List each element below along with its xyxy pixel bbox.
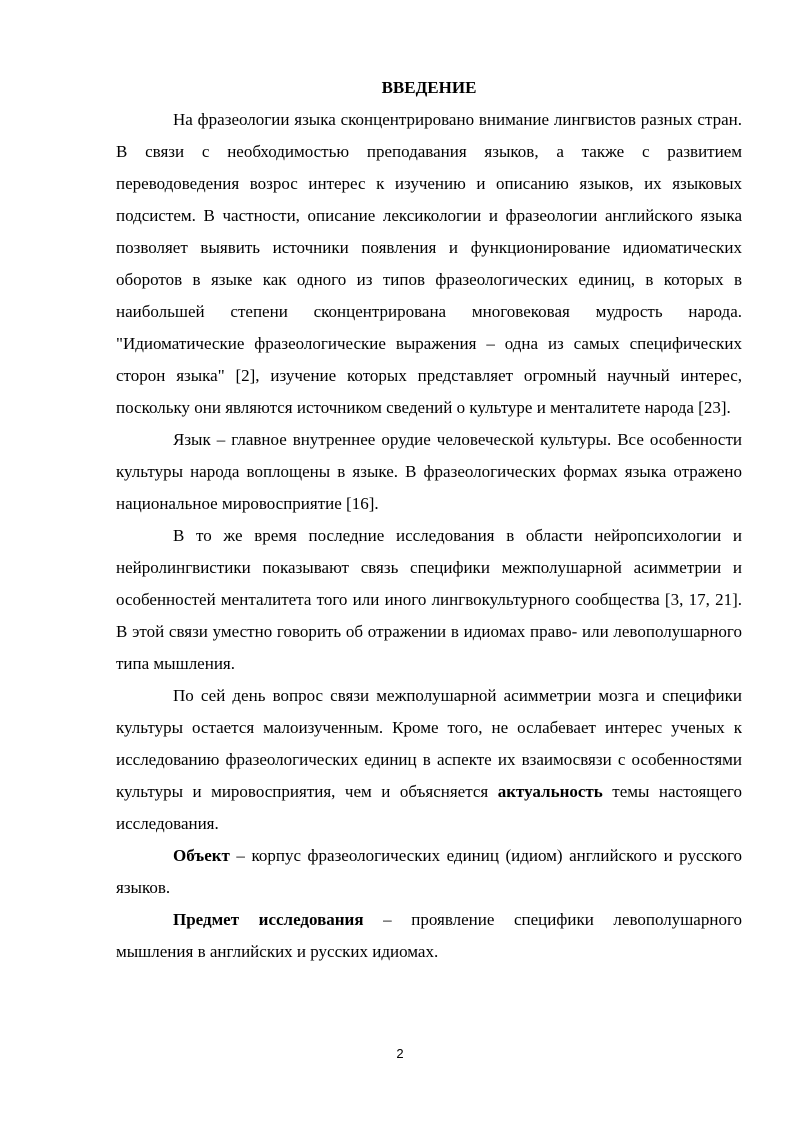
paragraph-6-text: – проявление специфики левополушарного мышления в английских и русских идиомах. (116, 910, 742, 961)
paragraph-4-text: По сей день вопрос связи межполушарной асимметрии мозга и специфики культуры остается малоизученным. Кроме того, не ослабевает интерес ученых к исследованию фразеологических единиц в аспекте их взаимосвязи с особенностями культуры и мировосприятия, чем и объясняется (116, 686, 742, 801)
paragraph-2: Язык – главное внутреннее орудие человеческой культуры. Все особенности культуры народа воплощены в языке. В фразеологических формах языка отражено национальное мировосприятие [16]. (116, 430, 742, 513)
term-subject: Предмет исследования (173, 910, 364, 929)
term-actuality: актуальность (497, 782, 603, 801)
page-number: 2 (396, 1046, 404, 1061)
paragraph-4 (116, 680, 742, 840)
paragraph-4-tail: темы настоящего исследования. (116, 782, 742, 833)
paragraph-5-text: – корпус фразеологических единиц (идиом) английского и русского языков. (116, 846, 742, 897)
paragraph-1: На фразеологии языка сконцентрировано внимание лингвистов разных стран. В связи с необходимостью преподавания языков, а также с развитием переводоведения возрос интерес к изучению и описанию языков, их языковых подсистем. В частности, описание лексикологии и фразеологии английского языка позволяет выявить источники появления и функционирование идиоматических оборотов в языке как одного из типов фразеологических единиц, в которых в наибольшей степени сконцентрирована многовековая мудрость народа. "Идиоматические фразеологические выражения – одна из самых специфических сторон языка" [2], изучение которых представляет огромный научный интерес, поскольку они являются источником сведений о культуре и менталитете народа [23]. (116, 110, 742, 417)
document-page (116, 72, 742, 968)
paragraph-6 (116, 904, 742, 968)
term-object: Объект (173, 846, 230, 865)
paragraph-5 (116, 840, 742, 904)
section-title: ВВЕДЕНИЕ (381, 78, 477, 97)
paragraph-3: В то же время последние исследования в области нейропсихологии и нейролингвистики показывают связь специфики межполушарной асимметрии и особенностей менталитета того или иного лингвокультурного сообщества [3, 17, 21]. В этой связи уместно говорить об отражении в идиомах право- или левополушарного типа мышления. (116, 526, 742, 673)
